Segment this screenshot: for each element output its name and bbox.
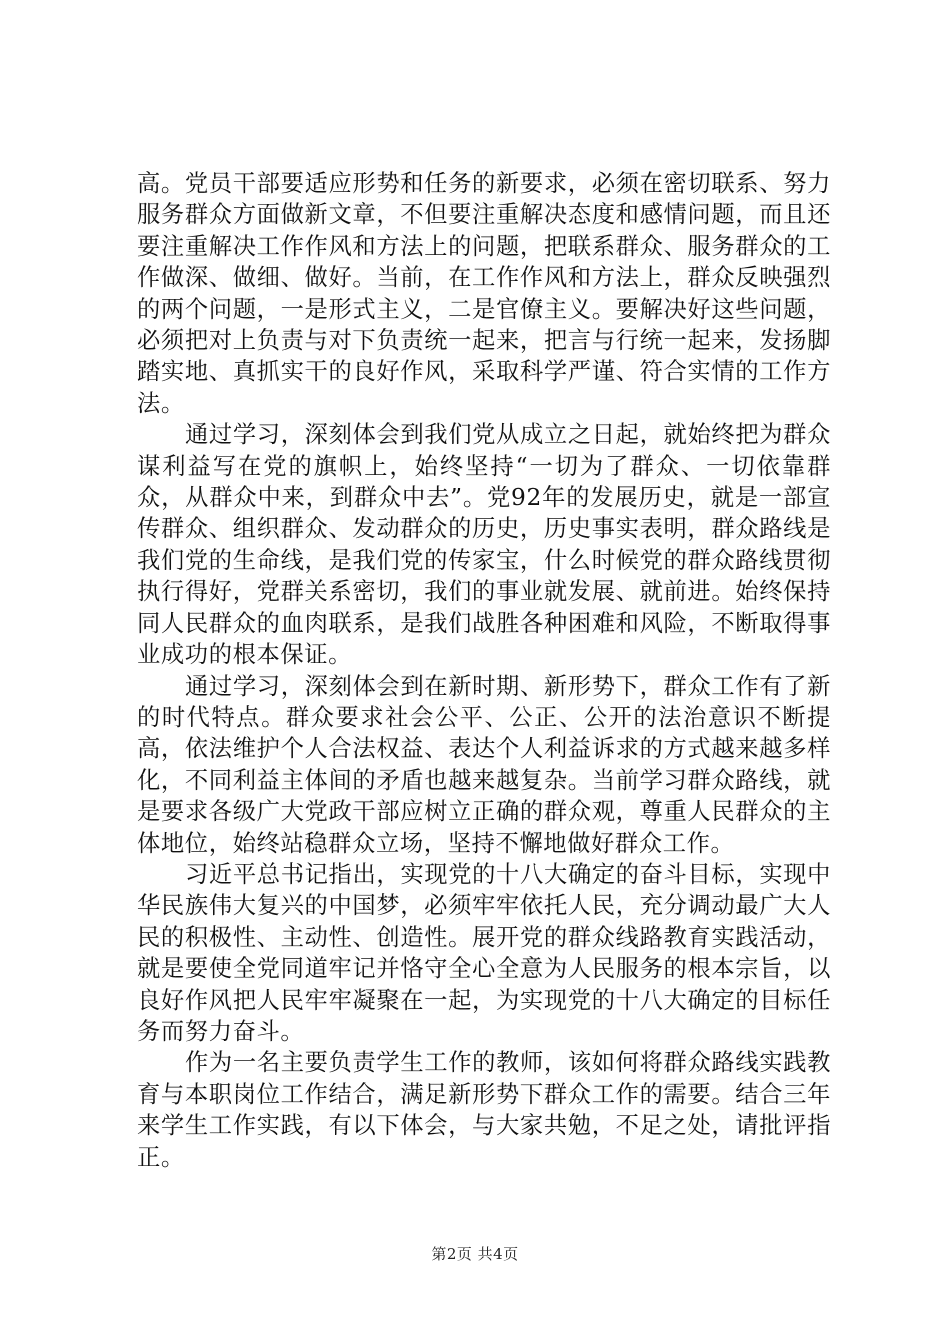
document-body xyxy=(137,168,831,1173)
paragraph: 通过学习，深刻体会到在新时期、新形势下，群众工作有了新的时代特点。群众要求社会公平、公正、公开的法治意识不断提高，依法维护个人合法权益、表达个人利益诉求的方式越来越多样化，不同利益主体间的矛盾也越来越复杂。当前学习群众路线，就是要求各级广大党政干部应树立正确的群众观，尊重人民群众的主体地位，始终站稳群众立场，坚持不懈地做好群众工作。 xyxy=(137,672,831,857)
paragraph: 习近平总书记指出，实现党的十八大确定的奋斗目标，实现中华民族伟大复兴的中国梦，必须牢牢依托人民，充分调动最广大人民的积极性、主动性、创造性。展开党的群众线路教育实践活动，就是要使全党同道牢记并恪守全心全意为人民服务的根本宗旨，以良好作风把人民牢牢凝聚在一起，为实现党的十八大确定的目标任务而努力奋斗。 xyxy=(137,860,831,1045)
paragraph-continuation: 高。党员干部要适应形势和任务的新要求，必须在密切联系、努力服务群众方面做新文章，不但要注重解决态度和感情问题，而且还要注重解决工作作风和方法上的问题，把联系群众、服务群众的工作做深、做细、做好。当前，在工作作风和方法上，群众反映强烈的两个问题，一是形式主义，二是官僚主义。要解决好这些问题，必须把对上负责与对下负责统一起来，把言与行统一起来，发扬脚踏实地、真抓实干的良好作风，采取科学严谨、符合实情的工作方法。 xyxy=(137,170,831,417)
page-number-indicator: 第2页 共4页 xyxy=(431,1245,519,1263)
page-footer xyxy=(0,1244,950,1264)
paragraph: 通过学习，深刻体会到我们党从成立之日起，就始终把为群众谋利益写在党的旗帜上，始终坚持“一切为了群众、一切依靠群众，从群众中来，到群众中去”。党92年的发展历史，就是一部宣传群众、组织群众、发动群众的历史，历史事实表明，群众路线是我们党的生命线，是我们党的传家宝，什么时候党的群众路线贯彻执行得好，党群关系密切，我们的事业就发展、就前进。始终保持同人民群众的血肉联系，是我们战胜各种困难和风险，不断取得事业成功的根本保证。 xyxy=(137,421,831,669)
paragraph: 作为一名主要负责学生工作的教师，该如何将群众路线实践教育与本职岗位工作结合，满足新形势下群众工作的需要。结合三年来学生工作实践，有以下体会，与大家共勉，不足之处，请批评指正。 xyxy=(137,1049,831,1171)
